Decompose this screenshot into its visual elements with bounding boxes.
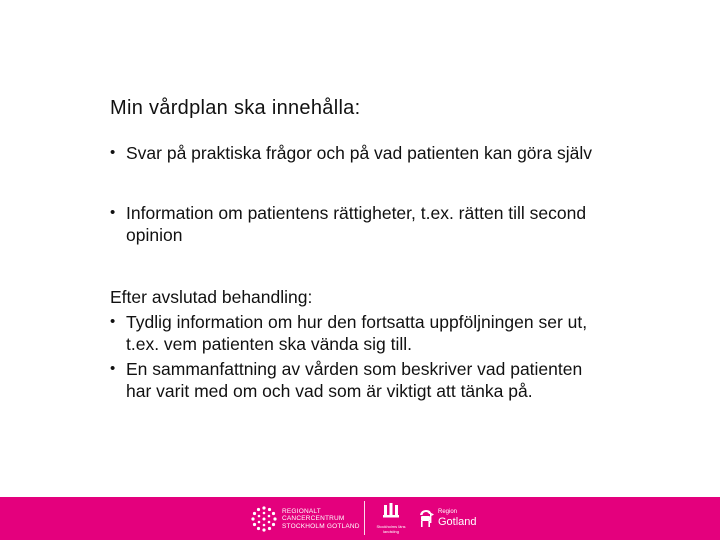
after-treatment-heading: Efter avslutad behandling:	[110, 287, 313, 307]
gotland-logo	[418, 505, 477, 531]
sll-logo-text: Stockholms läns landsting	[376, 524, 406, 534]
rcc-logo-line: STOCKHOLM GOTLAND	[282, 522, 360, 530]
after-treatment-bullet: • En sammanfattning av vården som beskriver vad patienten har varit med om och vad som är viktigt att tänka på.	[110, 358, 610, 402]
footer-divider	[364, 501, 365, 535]
rcc-logo-line: CANCERCENTRUM	[282, 515, 345, 523]
sll-logo	[370, 503, 412, 535]
after-treatment-list	[110, 311, 610, 402]
gotland-logo-line: Region	[438, 508, 458, 515]
gotland-logo-text	[438, 509, 477, 528]
rcc-logo	[250, 504, 360, 534]
slide-heading: Min vårdplan ska innehålla:	[110, 97, 361, 119]
care-plan-list	[110, 142, 610, 246]
care-plan-bullet: • Svar på praktiska frågor och på vad patienten kan göra själv	[110, 142, 610, 164]
after-treatment-bullet: • Tydlig information om hur den fortsatta uppföljningen ser ut, t.ex. vem patienten ska vända sig till.	[110, 311, 610, 355]
rcc-logo-line: REGIONALT	[282, 507, 321, 515]
sll-crown-icon	[381, 503, 401, 519]
gotland-ram-icon	[418, 507, 434, 529]
slide-content	[110, 96, 610, 405]
rcc-emblem-icon	[250, 505, 278, 533]
rcc-logo-text	[282, 508, 360, 531]
gotland-logo-line: Gotland	[438, 515, 477, 528]
care-plan-bullet: • Information om patientens rättigheter, t.ex. rätten till second opinion	[110, 202, 610, 246]
footer-bar	[0, 497, 720, 540]
